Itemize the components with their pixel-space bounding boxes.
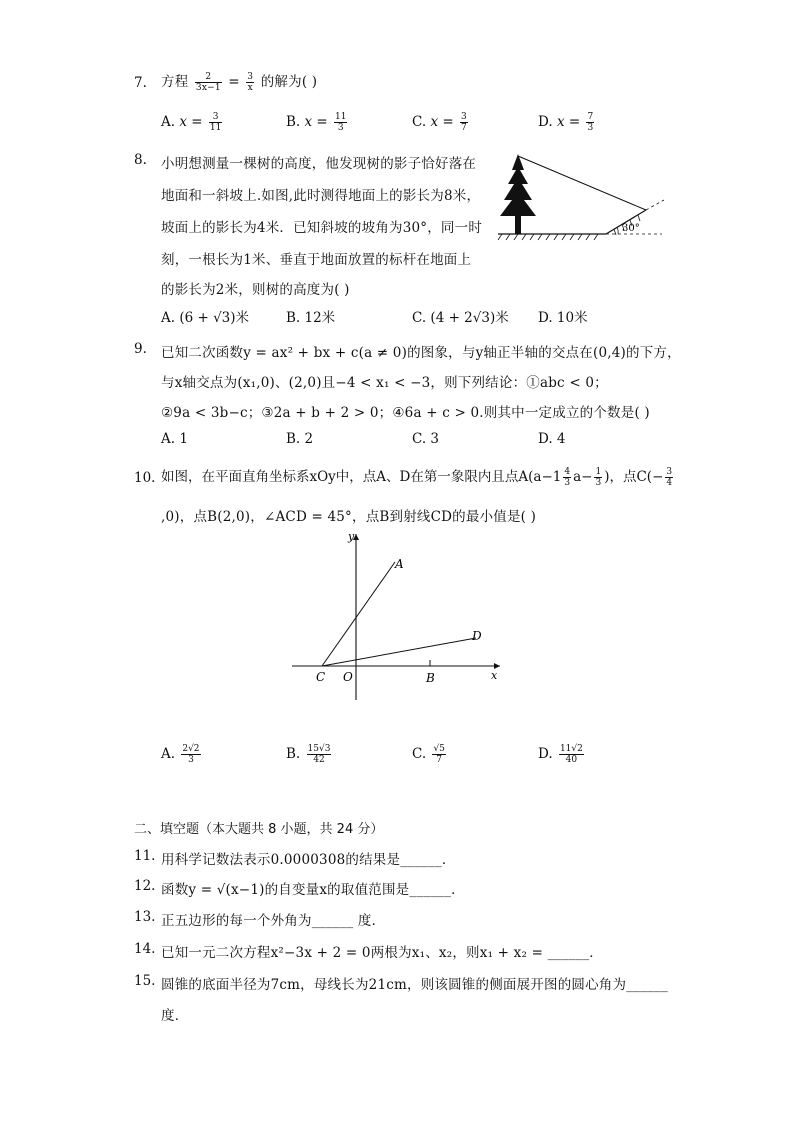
q9-option-d[interactable]: D. 4 — [538, 431, 566, 447]
q8-option-c[interactable]: C. (4 + 2√3)米 — [412, 310, 509, 326]
tree-icon — [500, 154, 536, 234]
q7-option-c[interactable]: C. x = $\frac{3}{7}$ — [412, 112, 467, 133]
q7-number: 7. — [134, 75, 147, 91]
q7-equals: = — [228, 74, 245, 90]
q10-option-a[interactable]: A. $\frac{2√2}{3}$ — [161, 744, 200, 765]
q13-number: 13. — [134, 909, 156, 925]
q8-number: 8. — [134, 152, 147, 168]
q15-line-2: 度． — [161, 1008, 189, 1024]
y-axis-label: y — [348, 530, 355, 543]
q14-text: 已知一元二次方程x²−3x + 2 = 0两根为x₁、x₂，则x₁ + x₂ = ______． — [161, 945, 603, 961]
q9-option-a[interactable]: A. 1 — [161, 431, 188, 447]
q7-stem — [161, 70, 317, 93]
q7-stem-prefix: 方程 — [161, 74, 189, 90]
q13-text: 正五边形的每一个外角为______ 度． — [161, 913, 386, 929]
q10-line-1: 如图，在平面直角坐标系xOy中，点A、D在第一象限内且点A(a−1 $\frac{4}{3}$ a− $\frac{1}{3}$ )，点C(− $\frac{3}{4}$ — [161, 467, 673, 488]
q7-right-fraction: $\frac{3}{x}$ — [247, 72, 254, 93]
x-axis-label: x — [491, 669, 498, 682]
q8-line-4: 刻，一根长为1米、垂直于地面放置的标杆在地面上 — [161, 252, 472, 268]
origin-label: O — [343, 670, 353, 684]
q9-line-3: ②9a < 3b−c；③2a + b + 2 > 0；④6a + c > 0.则其中一定成立的个数是( ) — [161, 405, 650, 421]
q7-option-d[interactable]: D. x = $\frac{7}{3}$ — [538, 112, 594, 133]
q8-line-5: 的影长为2米，则树的高度为( ) — [161, 282, 350, 298]
q15-line-1: 圆锥的底面半径为7cm，母线长为21cm，则该圆锥的侧面展开图的圆心角为______ — [161, 977, 668, 993]
q12-number: 12. — [134, 878, 156, 894]
q7-left-fraction: $\frac{2}{3x-1}$ — [195, 72, 221, 93]
q10-number: 10. — [134, 470, 156, 486]
q10-option-d[interactable]: D. $\frac{11√2}{40}$ — [538, 744, 583, 765]
q9-number: 9. — [134, 341, 147, 357]
q8-option-a[interactable]: A. (6 + √3)米 — [161, 310, 250, 326]
q10-line-2: ,0)，点B(2,0)，∠ACD = 45°，点B到射线CD的最小值是( ) — [161, 509, 537, 525]
q8-option-d[interactable]: D. 10米 — [538, 310, 588, 326]
q8-option-b[interactable]: B. 12米 — [286, 310, 336, 326]
q10-option-c[interactable]: C. $\frac{√5}{7}$ — [412, 744, 445, 765]
q15-number: 15. — [134, 973, 156, 989]
q8-line-3: 坡面上的影长为4米．已知斜坡的坡角为30°，同一时 — [161, 220, 483, 236]
q7-option-b[interactable]: B. x = $\frac{11}{3}$ — [286, 112, 347, 133]
q14-number: 14. — [134, 941, 156, 957]
q8-line-2: 地面和一斜坡上.如图,此时测得地面上的影长为8米， — [161, 188, 481, 204]
q9-line-2: 与x轴交点为(x₁,0)、(2,0)且−4 < x₁ < −3，则下列结论：①abc < 0； — [161, 375, 608, 391]
point-d-label: D — [472, 629, 482, 643]
q7-option-a[interactable]: A. x = $\frac{3}{11}$ — [161, 112, 222, 133]
q11-text: 用科学记数法表示0.0000308的结果是______． — [161, 852, 456, 868]
q8-angle-label: 30° — [622, 223, 640, 234]
q8-tree-slope-figure — [490, 148, 670, 244]
q11-number: 11. — [134, 848, 156, 864]
q12-text: 函数y = √(x−1)的自变量x的取值范围是______． — [161, 882, 465, 898]
q9-option-c[interactable]: C. 3 — [412, 431, 440, 447]
q10-coordinate-figure — [288, 528, 508, 708]
q8-line-1: 小明想测量一棵树的高度，他发现树的影子恰好落在 — [161, 156, 477, 172]
q7-stem-suffix: 的解为( ) — [260, 74, 318, 90]
point-c-label: C — [316, 670, 326, 684]
point-a-label: A — [395, 557, 404, 571]
q10-option-b[interactable]: B. $\frac{15√3}{42}$ — [286, 744, 331, 765]
point-b-label: B — [426, 671, 435, 685]
q9-line-1: 已知二次函数y = ax² + bx + c(a ≠ 0)的图象，与y轴正半轴的交点在(0,4)的下方， — [161, 345, 681, 361]
q9-option-b[interactable]: B. 2 — [286, 431, 314, 447]
section-2-title: 二、填空题（本大题共 8 小题，共 24 分） — [134, 822, 384, 837]
